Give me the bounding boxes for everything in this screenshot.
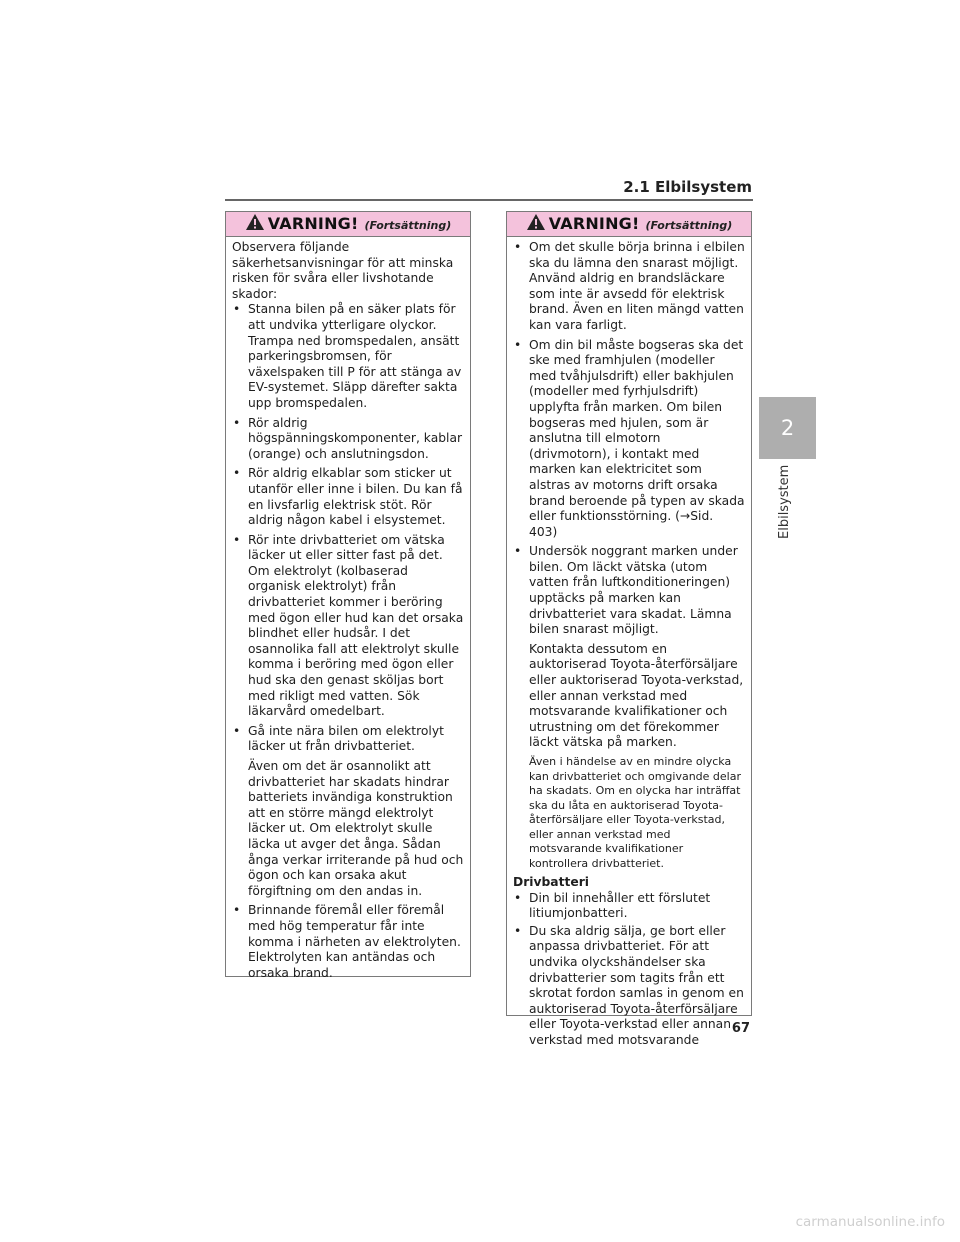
warning-bullet: • Rör inte drivbatteriet om vätska läcker ut eller sitter fast på det. Om elektrolyt (kolbaserad organisk elektrolyt) från drivbatteriet kommer i beröring med ögon eller hud kan det orsaka blindhet eller hudsår. I det osannolika fall att elektrolyt skulle komma i beröring med ögon eller hud ska den genast sköljas bort med rikligt med vatten. Sök läkarvård omedelbart.: [232, 533, 464, 720]
chapter-tab[interactable]: 2: [759, 397, 816, 459]
watermark: carmanualsonline.info: [795, 1214, 945, 1230]
warning-bullet: • Rör aldrig högspänningskomponenter, kablar (orange) och anslutningsdon.: [232, 416, 464, 463]
warning-triangle-icon: [245, 213, 265, 231]
warning-header: [226, 212, 470, 237]
warning-continuation: (Fortsättning): [364, 219, 452, 232]
warning-bullet: • Brinnande föremål eller föremål med hög temperatur får inte komma i närheten av elektrolyten. Elektrolyten kan antändas och orsaka brand.: [232, 903, 464, 981]
warning-box-left: [225, 211, 471, 980]
warning-title: VARNING!: [548, 214, 640, 233]
warning-bullet-continuation: Även om det är osannolikt att drivbatteriet har skadats hindrar batteriets invändiga konstruktion att en större mängd elektrolyt läcker ut. Om elektrolyt skulle läcka ut avger det ånga. Sådan ånga verkar irriterande på hud och ögon och kan orsaka akut förgiftning om den andas in.: [248, 759, 464, 898]
header-rule: [225, 199, 753, 201]
warning-bullet-continuation-small: Även i händelse av en mindre olycka kan drivbatteriet och omgivande delar ha skadats. Om en olycka har inträffat ska du låta en auktoriserad Toyota-återförsäljare eller Toyota-verkstad, eller annan verkstad med motsvarande kvalifikationer kontrollera drivbatteriet.: [529, 755, 741, 870]
warning-bullet: • Undersök noggrant marken under bilen. Om läckt vätska (utom vatten från luftkonditioneringen) upptäcks på marken kan drivbatteriet vara skadat. Lämna bilen snarast möjligt.: [513, 544, 745, 638]
chapter-label: Elbilsystem: [777, 465, 792, 540]
warning-continuation: (Fortsättning): [645, 219, 733, 232]
section-title: 2.1 Elbilsystem: [623, 178, 752, 196]
warning-bullet: • Din bil innehåller ett förslutet litiumjonbatteri.: [513, 891, 745, 922]
warning-header: [507, 212, 751, 237]
warning-bullet: • Stanna bilen på en säker plats för att undvika ytterligare olyckor. Trampa ned bromspedalen, ansätt parkeringsbromsen, för växelspaken till P för att stänga av EV-systemet. Släpp därefter sakta upp bromspedalen.: [232, 302, 464, 411]
warning-bullet: • Om det skulle börja brinna i elbilen ska du lämna den snarast möjligt. Använd aldrig en brandsläckare som inte är avsedd för elektrisk brand. Även en liten mängd vatten kan vara farligt.: [513, 240, 745, 334]
warning-bullet: • Om din bil måste bogseras ska det ske med framhjulen (modeller med tvåhjulsdrift) eller bakhjulen (modeller med fyrhjulsdrift) upplyfta från marken. Om bilen bogseras med hjulen, som är anslutna till elmotorn (drivmotorn), i kontakt med marken kan elektricitet som alstras av motorns drift orsaka brand beroende på typen av skada eller funktionsstörning. (→Sid. 403): [513, 338, 745, 541]
warning-triangle-icon: [526, 213, 546, 231]
page-number: 67: [731, 1021, 750, 1036]
subheading-drivbatteri: Drivbatteri: [513, 875, 589, 889]
warning-bullet: • Du ska aldrig sälja, ge bort eller anpassa drivbatteriet. För att undvika olyckshändelser ska drivbatterier som tagits från ett skrotat fordon samlas in genom en auktoriserad Toyota-återförsäljare eller Toyota-verkstad eller annan verkstad med motsvarande: [513, 924, 745, 1049]
warning-intro: Observera följande säkerhetsanvisningar för att minska risken för svåra eller livshotande skador:: [232, 240, 454, 301]
warning-bullet: • Rör aldrig elkablar som sticker ut utanför eller inne i bilen. Du kan få en livsfarlig elektrisk stöt. Rör aldrig någon kabel i elsystemet.: [232, 466, 464, 528]
warning-title: VARNING!: [267, 214, 359, 233]
warning-bullet-continuation: Kontakta dessutom en auktoriserad Toyota-återförsäljare eller auktoriserad Toyota-verkstad, eller annan verkstad med motsvarande kvalifikationer och utrustning om det förekommer läckt vätska på marken.: [529, 641, 744, 750]
warning-bullet: • Gå inte nära bilen om elektrolyt läcker ut från drivbatteriet.: [232, 724, 464, 755]
